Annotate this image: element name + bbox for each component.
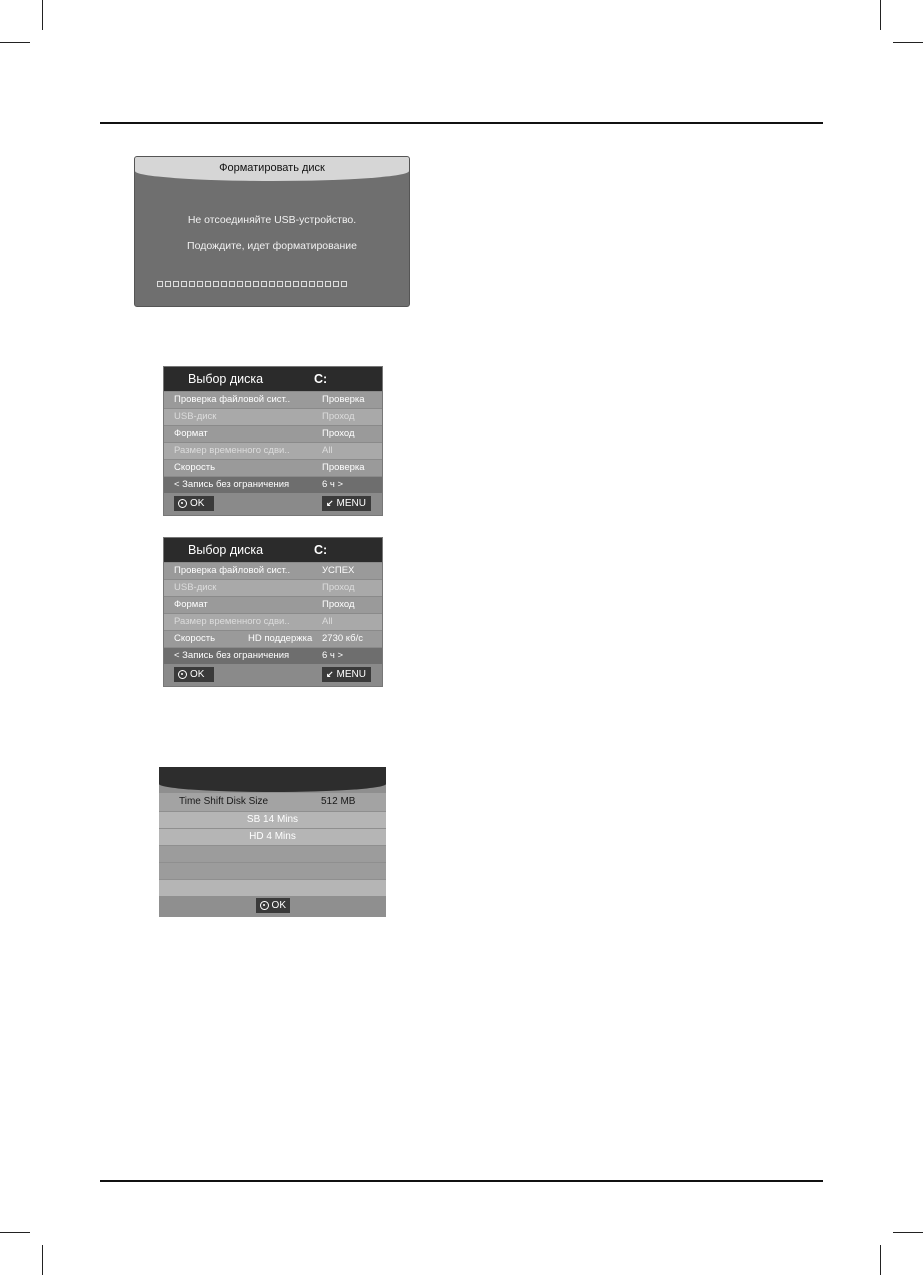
row-label: Проверка файловой сист..	[174, 565, 291, 576]
progress-cell	[157, 281, 163, 287]
row-value: Проверка	[322, 394, 365, 405]
ok-button[interactable]	[174, 667, 214, 682]
ok-label: OK	[271, 900, 286, 911]
row-label: < Запись без ограничения	[174, 650, 290, 661]
row-mid-text: HD поддержка	[248, 633, 313, 644]
progress-cell	[237, 281, 243, 287]
progress-cell	[309, 281, 315, 287]
row-label: Формат	[174, 428, 208, 439]
row-label: Скорость	[174, 462, 216, 473]
menu-row[interactable]	[164, 409, 382, 425]
menu-header	[164, 538, 382, 562]
crop-mark	[0, 42, 30, 43]
dialog-footer	[159, 897, 386, 913]
crop-mark	[880, 1245, 881, 1275]
sd-duration-text: SB 14 Mins	[246, 814, 299, 825]
progress-cell	[173, 281, 179, 287]
row-value: All	[322, 445, 333, 456]
row-value: Проход	[322, 599, 355, 610]
format-disk-dialog	[134, 156, 410, 307]
progress-cell	[197, 281, 203, 287]
progress-cell	[245, 281, 251, 287]
progress-cell	[189, 281, 195, 287]
progress-cell	[285, 281, 291, 287]
menu-title: Выбор диска	[188, 543, 264, 557]
row-value: 6 ч >	[322, 650, 344, 661]
menu-row[interactable]	[164, 580, 382, 596]
disk-select-menu	[163, 537, 383, 687]
row-label: USB-диск	[174, 411, 217, 422]
row-value: Проверка	[322, 462, 365, 473]
progress-cell	[277, 281, 283, 287]
progress-cell	[165, 281, 171, 287]
row-label: Проверка файловой сист..	[174, 394, 291, 405]
crop-mark	[0, 1232, 30, 1233]
ok-label: OK	[190, 498, 205, 509]
disk-select-menu	[163, 366, 383, 516]
menu-title: Выбор диска	[188, 372, 264, 386]
header-rule	[100, 122, 823, 124]
menu-row[interactable]	[164, 392, 382, 408]
menu-header	[164, 367, 382, 391]
progress-cell	[221, 281, 227, 287]
sd-duration-row	[159, 812, 386, 828]
empty-row	[159, 863, 386, 879]
progress-cell	[261, 281, 267, 287]
row-value: Проход	[322, 582, 355, 593]
progress-message: Подождите, идет форматирование	[187, 240, 357, 252]
progress-cell	[253, 281, 259, 287]
dialog-title: Форматировать диск	[135, 157, 409, 181]
progress-cell	[269, 281, 275, 287]
drive-label: C:	[314, 372, 328, 386]
progress-cell	[341, 281, 347, 287]
row-value: 2730 кб/с	[322, 633, 363, 644]
row-label: Размер временного сдви..	[174, 445, 290, 456]
disk-size-value: 512 MB	[321, 796, 356, 807]
crop-mark	[893, 42, 923, 43]
disk-size-label: Time Shift Disk Size	[179, 796, 269, 807]
progress-cell	[213, 281, 219, 287]
menu-row[interactable]	[164, 614, 382, 630]
menu-row[interactable]	[164, 563, 382, 579]
ok-circle-icon	[178, 499, 187, 508]
empty-row	[159, 880, 386, 896]
progress-cell	[325, 281, 331, 287]
crop-mark	[42, 1245, 43, 1275]
crop-mark	[893, 1232, 923, 1233]
menu-return-icon: ↙	[326, 498, 334, 508]
row-label: Формат	[174, 599, 208, 610]
row-label: Размер временного сдви..	[174, 616, 290, 627]
hd-duration-row	[159, 829, 386, 845]
progress-cell	[229, 281, 235, 287]
menu-label: MENU	[336, 498, 366, 509]
crop-mark	[880, 0, 881, 30]
drive-label: C:	[314, 543, 328, 557]
hd-duration-text: HD 4 Mins	[249, 831, 296, 842]
menu-footer	[164, 494, 382, 515]
dialog-header	[159, 767, 386, 792]
row-value: УСПЕХ	[322, 565, 355, 576]
empty-row	[159, 846, 386, 862]
menu-return-icon: ↙	[326, 669, 334, 679]
progress-cell	[205, 281, 211, 287]
menu-button[interactable]	[322, 667, 371, 682]
menu-label: MENU	[336, 669, 366, 680]
progress-bar	[157, 281, 347, 287]
ok-circle-icon	[260, 901, 269, 910]
progress-cell	[317, 281, 323, 287]
row-label: < Запись без ограничения	[174, 479, 290, 490]
menu-row[interactable]	[164, 648, 382, 664]
menu-row[interactable]	[164, 426, 382, 442]
ok-label: OK	[190, 669, 205, 680]
progress-cell	[301, 281, 307, 287]
menu-row[interactable]	[164, 477, 382, 493]
disk-size-row	[159, 793, 386, 811]
progress-cell	[181, 281, 187, 287]
ok-circle-icon	[178, 670, 187, 679]
menu-button[interactable]	[322, 496, 371, 511]
progress-cell	[293, 281, 299, 287]
ok-button[interactable]	[174, 496, 214, 511]
time-shift-dialog	[159, 767, 386, 917]
ok-button[interactable]	[256, 898, 290, 913]
footer-rule	[100, 1180, 823, 1182]
row-label: USB-диск	[174, 582, 217, 593]
warning-message: Не отсоединяйте USB-устройство.	[187, 214, 357, 226]
progress-cell	[333, 281, 339, 287]
crop-mark	[42, 0, 43, 30]
menu-row[interactable]	[164, 460, 382, 476]
menu-row[interactable]	[164, 597, 382, 613]
row-value: Проход	[322, 411, 355, 422]
menu-row[interactable]	[164, 631, 382, 647]
menu-footer	[164, 665, 382, 686]
row-label: Скорость	[174, 633, 216, 644]
menu-row[interactable]	[164, 443, 382, 459]
row-value: 6 ч >	[322, 479, 344, 490]
row-value: All	[322, 616, 333, 627]
row-value: Проход	[322, 428, 355, 439]
